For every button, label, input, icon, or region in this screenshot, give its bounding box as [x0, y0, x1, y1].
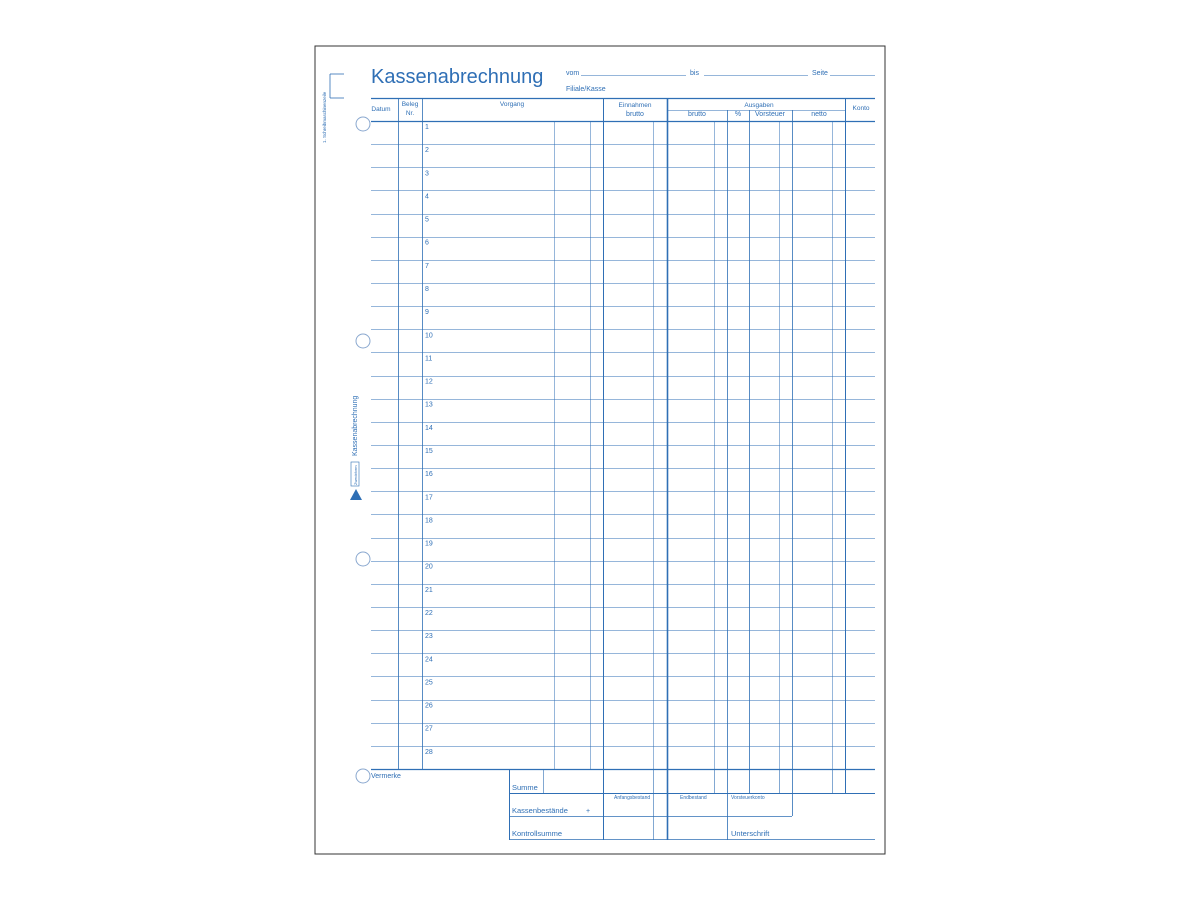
- table-row[interactable]: [371, 306, 875, 329]
- table-row[interactable]: [371, 653, 875, 676]
- col-vorsteuer: Vorsteuer: [755, 111, 785, 118]
- anfangsbestand-label: Anfangsbestand: [614, 795, 651, 801]
- table-row[interactable]: [371, 630, 875, 653]
- typewriter-line-label: 1. Schreibmaschinenzeile: [322, 91, 327, 143]
- kassenbestaende-label: Kassenbestände: [512, 806, 568, 815]
- col-percent: %: [734, 111, 742, 118]
- col-vorgang: Vorgang: [499, 101, 525, 108]
- col-einnahmen-brutto: brutto: [626, 111, 644, 118]
- vorsteuerkonto-label: Vorsteuerkonto: [731, 795, 765, 801]
- table-row[interactable]: [371, 746, 875, 769]
- table-row[interactable]: [371, 190, 875, 213]
- row-numbers: [371, 121, 875, 769]
- table-row[interactable]: [371, 723, 875, 746]
- table-row[interactable]: [371, 329, 875, 352]
- summe-label: Summe: [512, 783, 538, 792]
- vermerke-field[interactable]: [371, 781, 507, 841]
- table-row[interactable]: [371, 607, 875, 630]
- col-beleg-nr: Nr.: [405, 110, 415, 117]
- col-einnahmen: Einnahmen: [618, 102, 652, 109]
- table-row[interactable]: [371, 422, 875, 445]
- table-row[interactable]: [371, 121, 875, 144]
- table-row[interactable]: [371, 561, 875, 584]
- table-row[interactable]: [371, 144, 875, 167]
- form-title: Kassenabrechnung: [371, 66, 544, 88]
- col-ausgaben: Ausgaben: [744, 102, 774, 109]
- col-ausgaben-brutto: brutto: [688, 111, 706, 118]
- table-row[interactable]: [371, 214, 875, 237]
- table-row[interactable]: [371, 514, 875, 537]
- vermerke-label: Vermerke: [371, 773, 401, 780]
- unterschrift-label: Unterschrift: [731, 829, 770, 838]
- table-row[interactable]: [371, 283, 875, 306]
- table-row[interactable]: [371, 445, 875, 468]
- vom-label: vom: [566, 70, 580, 77]
- col-konto: Konto: [852, 105, 870, 112]
- table-row[interactable]: [371, 491, 875, 514]
- table-row[interactable]: [371, 260, 875, 283]
- table-row[interactable]: [371, 237, 875, 260]
- table-row[interactable]: [371, 468, 875, 491]
- col-beleg: Beleg: [401, 101, 419, 108]
- table-row[interactable]: [371, 167, 875, 190]
- filiale-label: Filiale/Kasse: [566, 86, 606, 93]
- table-row[interactable]: [371, 700, 875, 723]
- col-netto: netto: [811, 111, 827, 118]
- brand-name: Zweckform: [353, 465, 358, 485]
- vertical-title: Kassenabrechnung: [352, 395, 359, 456]
- table-row[interactable]: [371, 399, 875, 422]
- table-row[interactable]: [371, 376, 875, 399]
- col-datum: Datum: [371, 106, 391, 113]
- bis-label: bis: [690, 70, 699, 77]
- table-row[interactable]: [371, 584, 875, 607]
- table-row[interactable]: [371, 676, 875, 699]
- table-row[interactable]: [371, 352, 875, 375]
- table-row[interactable]: [371, 538, 875, 561]
- seite-label: Seite: [812, 70, 828, 77]
- endbestand-label: Endbestand: [680, 795, 707, 801]
- kontrollsumme-label: Kontrollsumme: [512, 829, 563, 838]
- plus-sign: +: [586, 808, 591, 815]
